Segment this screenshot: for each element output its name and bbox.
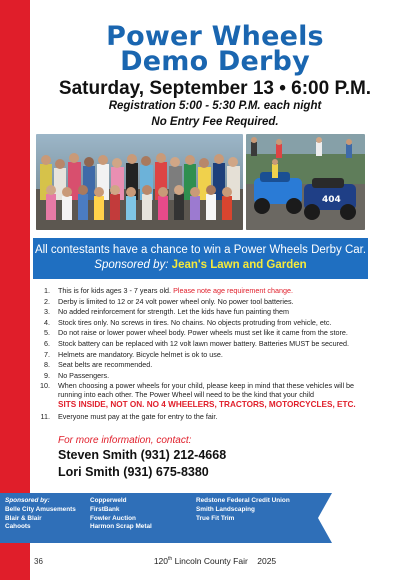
- rule-item: 4. Stock tires only. No screws in tires. No chains. No objects protruding from vehicle, etc.: [44, 317, 332, 327]
- rule-item: 9. No Passengers.: [44, 370, 110, 380]
- rule-item: 2. Derby is limited to 12 or 24 volt power wheel only. No power tool batteries.: [44, 296, 294, 306]
- sponsors-heading: Sponsored by:: [5, 497, 50, 504]
- rule-item: 11. Everyone must pay at the gate for entry to the fair.: [40, 411, 218, 421]
- contact-lori-smith: Lori Smith (931) 675-8380: [58, 465, 209, 479]
- sponsor-name: Smith Landscaping: [196, 505, 255, 513]
- sponsor-name: Blair & Blair: [5, 514, 42, 522]
- sponsors-column-1: [5, 497, 76, 532]
- rule-item: 10. When choosing a power wheels for your child, please keep in mind that these vehicles will be running into each other. The Power Wheel will need to be the kind that your child SITS INSIDE, NOT ON. NO 4 WHEELERS, TRACTORS, MOTORCYCLES, ETC.: [36, 381, 366, 410]
- rule-item: 6. Stock battery can be replaced with 12 volt lawn mower battery. Batteries MUST be secured.: [44, 338, 349, 348]
- rule-item: 8. Seat belts are recommended.: [44, 360, 153, 370]
- sponsor-name: Redstone Federal Credit Union: [196, 497, 290, 504]
- sponsor-name: FirstBank: [90, 505, 120, 513]
- vehicle-type-warning: SITS INSIDE, NOT ON. NO 4 WHEELERS, TRACTORS, MOTORCYCLES, ETC.: [58, 400, 356, 410]
- prize-sponsor-name: Jean's Lawn and Garden: [171, 259, 307, 271]
- rule-item: 1. This is for kids ages 3 - 7 years old. Please note age requirement change.: [44, 286, 293, 295]
- age-change-note: Please note age requirement change.: [173, 286, 293, 295]
- sponsored-by-label: Sponsored by:: [94, 259, 169, 271]
- registration-time: Registration 5:00 - 5:30 P.M. each night: [108, 100, 322, 112]
- title-line-1: Power Wheels: [106, 21, 324, 52]
- sponsors-column-2: [90, 497, 152, 532]
- contact-steven-smith: Steven Smith (931) 212-4668: [58, 448, 227, 462]
- prize-text: All contestants have a chance to win a Power Wheels Derby Car.: [34, 244, 367, 256]
- event-title: [30, 21, 400, 77]
- sponsor-name: Fowler Auction: [90, 514, 136, 522]
- fair-footer: 120th Lincoln County Fair 2025: [153, 556, 277, 566]
- svg-text:404: 404: [322, 195, 341, 205]
- sponsors-column-3: [196, 497, 290, 523]
- sponsor-name: Copperweld: [90, 497, 127, 504]
- rules-list: [36, 286, 366, 423]
- prize-sponsor-line: [33, 256, 368, 271]
- contact-heading: For more information, contact:: [58, 435, 192, 446]
- power-wheels-cars-photo: [246, 134, 365, 230]
- title-line-2: Demo Derby: [120, 46, 310, 77]
- prize-banner: [33, 238, 368, 279]
- rule-item: 5. Do not raise or lower power wheel body. Power wheels must set like it came from the store.: [44, 328, 348, 338]
- kids-group-photo: [36, 134, 243, 230]
- sponsor-name: Harmon Scrap Metal: [90, 523, 152, 531]
- sponsor-name: Belle City Amusements: [5, 505, 76, 513]
- entry-fee-note: No Entry Fee Required.: [151, 116, 279, 128]
- sponsor-name: Cahoots: [5, 523, 31, 531]
- rule-item: 7. Helmets are mandatory. Bicycle helmet is ok to use.: [44, 349, 223, 359]
- event-date: Saturday, September 13 • 6:00 P.M.: [58, 78, 372, 99]
- page-number: 36: [34, 557, 43, 566]
- rule-item: 3. No added reinforcement for strength. Let the kids have fun painting them: [44, 307, 289, 317]
- sponsor-name: True Fit Trim: [196, 514, 235, 522]
